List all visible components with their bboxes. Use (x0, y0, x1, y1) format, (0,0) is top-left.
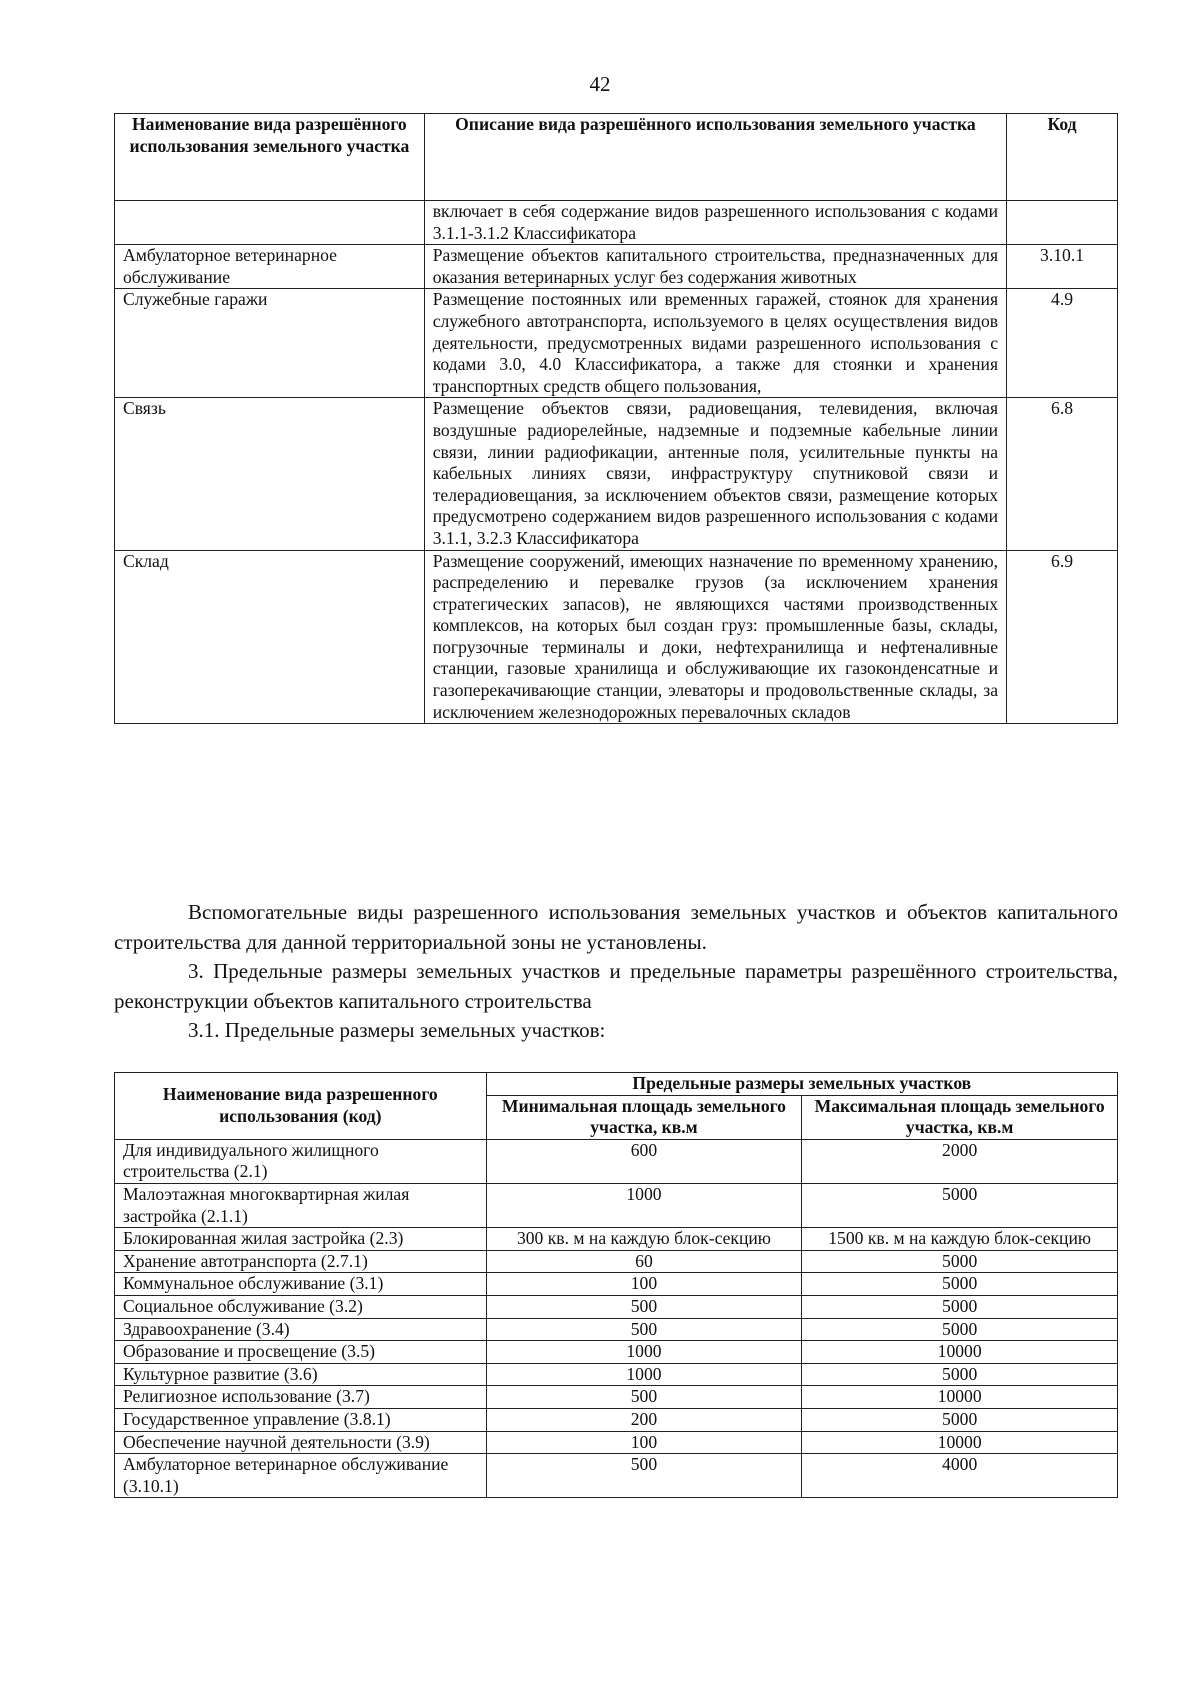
min-area: 500 (486, 1454, 802, 1498)
use-name (115, 201, 425, 245)
max-area: 1500 кв. м на каждую блок-секцию (802, 1228, 1118, 1251)
table-row (115, 1139, 1118, 1183)
use-name: Религиозное использование (3.7) (115, 1386, 487, 1409)
use-name: Социальное обслуживание (3.2) (115, 1295, 487, 1318)
max-area: 5000 (802, 1183, 1118, 1227)
table-header-row (115, 1073, 1118, 1096)
min-area: 100 (486, 1273, 802, 1296)
use-name: Здравоохранение (3.4) (115, 1318, 487, 1341)
table-row (115, 1386, 1118, 1409)
min-area: 1000 (486, 1363, 802, 1386)
table-row (115, 1408, 1118, 1431)
use-name: Малоэтажная многоквартирная жилая застройка (2.1.1) (115, 1183, 487, 1227)
paragraph: 3. Предельные размеры земельных участков и предельные параметры разрешённого строительства, реконструкции объектов капитального строительства (114, 959, 1118, 1013)
use-description: Размещение постоянных или временных гаражей, стоянок для хранения служебного автотранспорта, используемого в целях осуществления видов деятельности, предусмотренных видами разрешенного использования с кодами 3.0, 4.0 Классификатора, а также для стоянки и хранения транспортных средств общего пользования, (424, 289, 1006, 398)
use-name: Хранение автотранспорта (2.7.1) (115, 1250, 487, 1273)
header-use-description: Описание вида разрешённого использования земельного участка (424, 114, 1006, 201)
max-area: 10000 (802, 1386, 1118, 1409)
max-area: 5000 (802, 1250, 1118, 1273)
use-description: Размещение объектов капитального строительства, предназначенных для оказания ветеринарных услуг без содержания животных (424, 245, 1006, 289)
use-code (1007, 201, 1118, 245)
min-area: 100 (486, 1431, 802, 1454)
plot-size-limits-table (114, 1072, 1118, 1498)
max-area: 5000 (802, 1295, 1118, 1318)
use-name: Государственное управление (3.8.1) (115, 1408, 487, 1431)
permitted-use-table (114, 113, 1118, 724)
max-area: 4000 (802, 1454, 1118, 1498)
use-name: Амбулаторное ветеринарное обслуживание (3.10.1) (115, 1454, 487, 1498)
use-name: Служебные гаражи (115, 289, 425, 398)
min-area: 1000 (486, 1183, 802, 1227)
use-name: Для индивидуального жилищного строительства (2.1) (115, 1139, 487, 1183)
use-name: Культурное развитие (3.6) (115, 1363, 487, 1386)
use-code: 4.9 (1007, 289, 1118, 398)
table-row (115, 1273, 1118, 1296)
max-area: 5000 (802, 1273, 1118, 1296)
use-description: Размещение объектов связи, радиовещания, телевидения, включая воздушные радиорелейные, надземные и подземные кабельные линии связи, линии радиофикации, антенные поля, усилительные пункты на кабельных линиях связи, инфраструктуру спутниковой связи и телерадиовещания, за исключением объектов связи, размещение которых предусмотрено содержанием видов разрешенного использования с кодами 3.1.1, 3.2.3 Классификатора (424, 398, 1006, 550)
table-row (115, 550, 1118, 724)
table-row (115, 1341, 1118, 1364)
max-area: 10000 (802, 1431, 1118, 1454)
table-row (115, 201, 1118, 245)
max-area: 5000 (802, 1408, 1118, 1431)
min-area: 500 (486, 1318, 802, 1341)
min-area: 60 (486, 1250, 802, 1273)
table-row (115, 398, 1118, 550)
header-code: Код (1007, 114, 1118, 201)
paragraph: 3.1. Предельные размеры земельных участков: (188, 1018, 606, 1042)
page-number: 42 (589, 72, 611, 96)
table-row (115, 1431, 1118, 1454)
paragraph: Вспомогательные виды разрешенного использования земельных участков и объектов капитального строительства для данной территориальной зоны не установлены. (114, 900, 1118, 954)
max-area: 10000 (802, 1341, 1118, 1364)
table-row (115, 1250, 1118, 1273)
use-code: 6.9 (1007, 550, 1118, 724)
max-area: 5000 (802, 1363, 1118, 1386)
table-row (115, 1228, 1118, 1251)
header-min-area: Минимальная площадь земельного участка, кв.м (486, 1095, 802, 1139)
max-area: 2000 (802, 1139, 1118, 1183)
table-header-row (115, 114, 1118, 201)
min-area: 600 (486, 1139, 802, 1183)
table-row (115, 1318, 1118, 1341)
use-code: 6.8 (1007, 398, 1118, 550)
header-use-name: Наименование вида разрешённого использования земельного участка (115, 114, 425, 201)
min-area: 500 (486, 1386, 802, 1409)
table-row (115, 1363, 1118, 1386)
min-area: 300 кв. м на каждую блок-секцию (486, 1228, 802, 1251)
use-name: Коммунальное обслуживание (3.1) (115, 1273, 487, 1296)
use-name: Блокированная жилая застройка (2.3) (115, 1228, 487, 1251)
body-paragraphs (114, 898, 1118, 1046)
table-row (115, 1183, 1118, 1227)
min-area: 200 (486, 1408, 802, 1431)
table-row (115, 245, 1118, 289)
use-description: Размещение сооружений, имеющих назначение по временному хранению, распределению и перевалке грузов (за исключением хранения стратегических запасов), не являющихся частями производственных комплексов, на которых был создан груз: промышленные базы, склады, погрузочные терминалы и доки, нефтехранилища и нефтеналивные станции, газовые хранилища и обслуживающие их газоконденсатные и газоперекачивающие станции, элеваторы и продовольственные склады, за исключением железнодорожных перевалочных складов (424, 550, 1006, 724)
use-name: Амбулаторное ветеринарное обслуживание (115, 245, 425, 289)
header-use-name-code: Наименование вида разрешенного использования (код) (115, 1073, 487, 1140)
max-area: 5000 (802, 1318, 1118, 1341)
header-max-area: Максимальная площадь земельного участка, кв.м (802, 1095, 1118, 1139)
use-name: Связь (115, 398, 425, 550)
table-row (115, 289, 1118, 398)
use-name: Образование и просвещение (3.5) (115, 1341, 487, 1364)
use-name: Обеспечение научной деятельности (3.9) (115, 1431, 487, 1454)
min-area: 1000 (486, 1341, 802, 1364)
use-name: Склад (115, 550, 425, 724)
use-description: включает в себя содержание видов разрешенного использования с кодами 3.1.1-3.1.2 Классификатора (424, 201, 1006, 245)
min-area: 500 (486, 1295, 802, 1318)
table-row (115, 1454, 1118, 1498)
table-row (115, 1295, 1118, 1318)
header-size-limits: Предельные размеры земельных участков (486, 1073, 1117, 1096)
use-code: 3.10.1 (1007, 245, 1118, 289)
